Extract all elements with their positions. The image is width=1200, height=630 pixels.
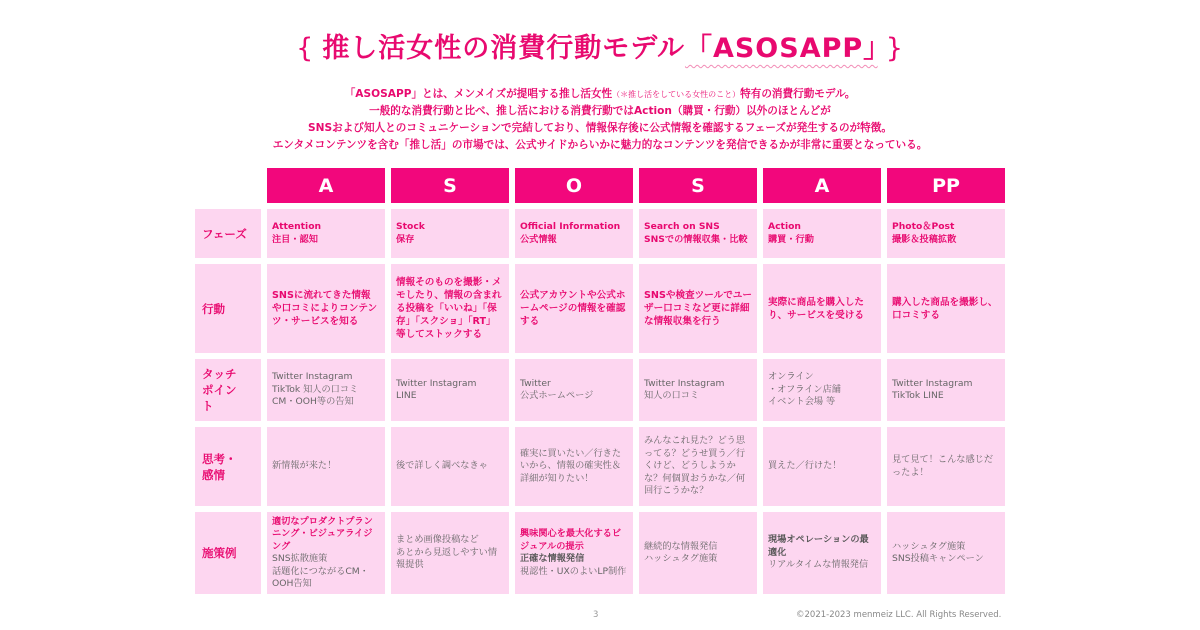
touchpoint-line: Twitter Instagram: [892, 377, 973, 389]
measures-cell: [515, 512, 633, 594]
measures-cell: [887, 512, 1005, 594]
header-a2: A: [763, 168, 881, 203]
action-cell: 公式アカウントや公式ホームページの情報を確認する: [515, 264, 633, 353]
row-label-thought: [195, 427, 261, 506]
thought-cell: みんなこれ見た？どう思ってる？どうせ買う／行くけど、どうしようかな？何個買おうかな／何回行こうかな？: [639, 427, 757, 506]
phase-ja: SNSでの情報収集・比較: [644, 233, 748, 245]
phase-en: Attention: [272, 221, 322, 232]
touchpoint-line: CM・OOH等の告知: [272, 396, 354, 408]
phase-cell: [639, 209, 757, 258]
measures-cell: [639, 512, 757, 594]
measure-accent: 興味関心を最大化するビジュアルの提示: [520, 528, 622, 552]
header-s: S: [391, 168, 509, 203]
phase-en: Photo＆Post: [892, 221, 955, 232]
phase-ja: 公式情報: [520, 233, 557, 245]
phase-en: Official Information: [520, 221, 621, 232]
header-s2: S: [639, 168, 757, 203]
touchpoint-line: TikTok LINE: [892, 390, 944, 401]
thought-cell: 新情報が来た！: [267, 427, 385, 506]
phase-ja: 注目・認知: [272, 233, 318, 245]
header-pp: PP: [887, 168, 1005, 203]
measure-strong: 現場オペレーションの最適化: [768, 534, 869, 558]
measure-line: ハッシュタグ施策: [892, 540, 966, 552]
phase-ja: 保存: [396, 233, 415, 245]
phase-cell: [763, 209, 881, 258]
intro-line-1-a: 「ASOSAPP」とは、メンメイズが提唱する推し活女性: [344, 88, 613, 100]
intro-line-1-b: 特有の消費行動モデル。: [740, 88, 856, 100]
copyright: ©2021-2023 menmeiz LLC. All Rights Reserved.: [796, 610, 1002, 620]
measure-line: あとから見返しやすい情報提供: [396, 546, 498, 571]
page-title: [0, 26, 1200, 65]
phase-cell: [887, 209, 1005, 258]
measure-line: SNS拡散施策: [272, 553, 328, 564]
measure-line: SNS投稿キャンペーン: [892, 553, 984, 564]
measure-accent: 適切なプロダクトプランニング・ビジュアライジング: [272, 515, 373, 552]
touchpoint-cell: [515, 359, 633, 421]
measure-line: ハッシュタグ施策: [644, 553, 718, 564]
row-label-touchpoint-text: タッチポイント: [202, 367, 237, 413]
touchpoint-cell: [763, 359, 881, 421]
phase-en: Action: [768, 221, 801, 232]
measures-cell: [391, 512, 509, 594]
asosapp-table: [195, 168, 1005, 594]
measures-cell: [267, 512, 385, 594]
touchpoint-cell: [639, 359, 757, 421]
touchpoint-line: ・オフライン店舗: [768, 383, 841, 395]
title-main: 推し活女性の消費行動モデル: [322, 33, 685, 64]
thought-cell: 見て見て！こんな感じだったよ！: [887, 427, 1005, 506]
touchpoint-line: オンライン: [768, 371, 814, 383]
touchpoint-line: 公式ホームページ: [520, 390, 594, 401]
touchpoint-line: イベント会場 等: [768, 396, 836, 408]
measure-line: 継続的な情報発信: [644, 540, 718, 552]
measure-line: 話題化につながるCM・OOH告知: [272, 565, 369, 589]
title-brace-open: {: [296, 33, 315, 64]
header-o: O: [515, 168, 633, 203]
action-cell: 購入した商品を撮影し、口コミする: [887, 264, 1005, 353]
intro-line-1: [0, 86, 1200, 103]
thought-cell: 買えた／行けた！: [763, 427, 881, 506]
phase-en: Search on SNS: [644, 221, 720, 232]
row-label-thought-text: 思考・感情: [202, 451, 237, 482]
row-label-touchpoint: [195, 359, 261, 421]
thought-cell: 確実に買いたい／行きたいから、情報の確実性＆詳細が知りたい！: [515, 427, 633, 506]
measure-line: 視認性・UXのよいLP制作: [520, 565, 627, 577]
touchpoint-line: TikTok 知人の口コミ: [272, 383, 359, 395]
measure-line: まとめ画像投稿など: [396, 534, 479, 546]
page-number: 3: [593, 610, 599, 620]
measure-line: リアルタイムな情報発信: [768, 559, 869, 571]
title-model-name: 「ASOSAPP」: [684, 33, 878, 64]
phase-ja: 撮影＆投稿拡散: [892, 233, 957, 245]
action-cell: 情報そのものを撮影・メモしたり、情報の含まれる投稿を「いいね」「保存」「スクショ」「RT」等してストックする: [391, 264, 509, 353]
touchpoint-line: Twitter Instagram: [644, 377, 725, 389]
intro-line-3: SNSおよび知人とのコミュニケーションで完結しており、情報保存後に公式情報を確認するフェーズが発生するのが特徴。: [308, 122, 892, 134]
measures-cell: [763, 512, 881, 594]
touchpoint-line: LINE: [396, 390, 417, 401]
phase-cell: [391, 209, 509, 258]
measure-strong: 正確な情報発信: [520, 553, 585, 564]
row-label-measures: 施策例: [195, 512, 261, 594]
intro-note: （＊推し活をしている女性のこと）: [612, 90, 741, 99]
phase-ja: 購買・行動: [768, 233, 814, 245]
action-cell: SNSに流れてきた情報や口コミによりコンテンツ・サービスを知る: [267, 264, 385, 353]
intro-paragraph: [0, 86, 1200, 154]
header-a: A: [267, 168, 385, 203]
action-cell: 実際に商品を購入したり、サービスを受ける: [763, 264, 881, 353]
touchpoint-line: Twitter Instagram: [272, 371, 353, 383]
touchpoint-cell: [887, 359, 1005, 421]
action-cell: SNSや検査ツールでユーザー口コミなど更に詳細な情報収集を行う: [639, 264, 757, 353]
title-brace-close: }: [885, 33, 904, 64]
touchpoint-line: Twitter Instagram: [396, 377, 477, 389]
touchpoint-line: Twitter: [520, 377, 551, 389]
row-label-action: 行動: [195, 264, 261, 353]
table-corner: [195, 168, 261, 203]
phase-en: Stock: [396, 221, 425, 232]
row-label-phase: フェーズ: [195, 209, 261, 258]
thought-cell: 後で詳しく調べなきゃ: [391, 427, 509, 506]
intro-line-4: エンタメコンテンツを含む「推し活」の市場では、公式サイドからいかに魅力的なコンテンツを発信できるかが非常に重要となっている。: [272, 139, 928, 151]
touchpoint-line: 知人の口コミ: [644, 390, 700, 401]
phase-cell: [267, 209, 385, 258]
touchpoint-cell: [267, 359, 385, 421]
phase-cell: [515, 209, 633, 258]
intro-line-2: 一般的な消費行動と比べ、推し活における消費行動ではAction（購買・行動）以外のほとんどが: [369, 105, 831, 117]
touchpoint-cell: [391, 359, 509, 421]
